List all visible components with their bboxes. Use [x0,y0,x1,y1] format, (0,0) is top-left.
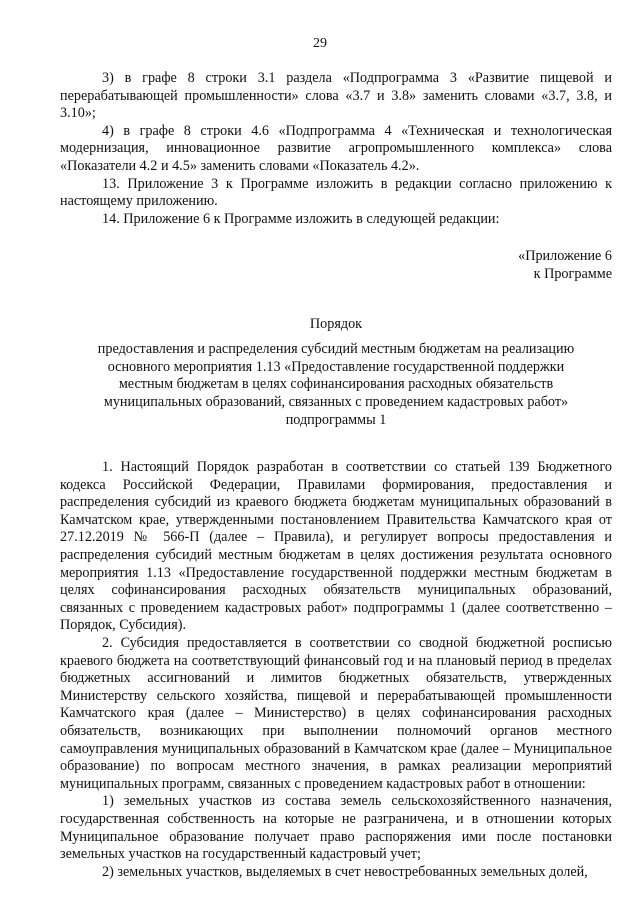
appendix-note [60,248,612,283]
paragraph-item-3: 3) в графе 8 строки 3.1 раздела «Подпрограмма 3 «Развитие пищевой и перерабатывающей промышленности» слова «3.7 и 3.8» заменить словами «3.7, 3.8, и 3.10»; [60,70,612,122]
page-number: 29 [313,36,327,51]
paragraph-14: 14. Приложение 6 к Программе изложить в следующей редакции: [102,210,500,227]
paragraph-main-2: 2. Субсидия предоставляется в соответствии со сводной бюджетной росписью краевого бюджета на соответствующий финансовый год и на плановый период в пределах бюджетных ассигнований и лимитов бюджетных обязательств, утвержденных Министерству сельского хозяйства, пищевой и перерабатывающей промышленности Камчатского края (далее – Министерство) в целях софинансирования расходных обязательств, возникающих при выполнении полномочий органов местного самоуправления муниципальных образований в Камчатском крае (далее – Муниципальное образование) по вопросам местного значения, в рамках реализации мероприятий муниципальных программ, связанных с проведением кадастровых работ в отношении: [60,635,612,792]
paragraph-13: 13. Приложение 3 к Программе изложить в редакции согласно приложению к настоящему приложению. [60,175,612,210]
paragraph-main-1: 1. Настоящий Порядок разработан в соответствии со статьей 139 Бюджетного кодекса Российской Федерации, Правилами формирования, предоставления и распределения субсидий из краевого бюджета бюджетам муниципальных образований в Камчатском крае, утвержденными постановлением Правительства Камчатского края от 27.12.2019 № 566-П (далее – Правила), и регулирует вопросы предоставления и распределения субсидий местным бюджетам в целях достижения результата основного мероприятия 1.13 «Предоставление государственной поддержки местным бюджетам в целях софинансирования расходных обязательств муниципальных образований, связанных с проведением кадастровых работ» подпрограммы 1 (далее соответственно – Порядок, Субсидия). [60,459,612,634]
heading-title: Порядок [309,315,363,332]
document-body [60,70,612,881]
paragraph-main-2-item-2: 2) земельных участков, выделяемых в счет невостребованных земельных долей, [102,863,588,880]
heading-subtitle: предоставления и распределения субсидий местным бюджетам на реализацию основного мероприятия 1.13 «Предоставление государственной поддержки местным бюджетам в целях софинансирования расходных обязательств муниципальных образований, связанных с проведением кадастровых работ» подпрограммы 1 [97,341,575,428]
appendix-note-line-2: к Программе [533,265,612,282]
paragraph-item-4: 4) в графе 8 строки 4.6 «Подпрограмма 4 «Техническая и технологическая модернизация, инновационное развитие агропромышленного комплекса» слова «Показатели 4.2 и 4.5» заменить словами «Показатель 4.2». [60,122,612,174]
paragraph-main-2-item-1: 1) земельных участков из состава земель сельскохозяйственного назначения, государственная собственность на которые не разграничена, и в отношении которых Муниципальное образование получает право распоряжения ими после постановки земельных участков на государственный кадастровый учет; [60,793,612,863]
document-heading [60,316,612,430]
appendix-note-line-1: «Приложение 6 [518,248,612,265]
